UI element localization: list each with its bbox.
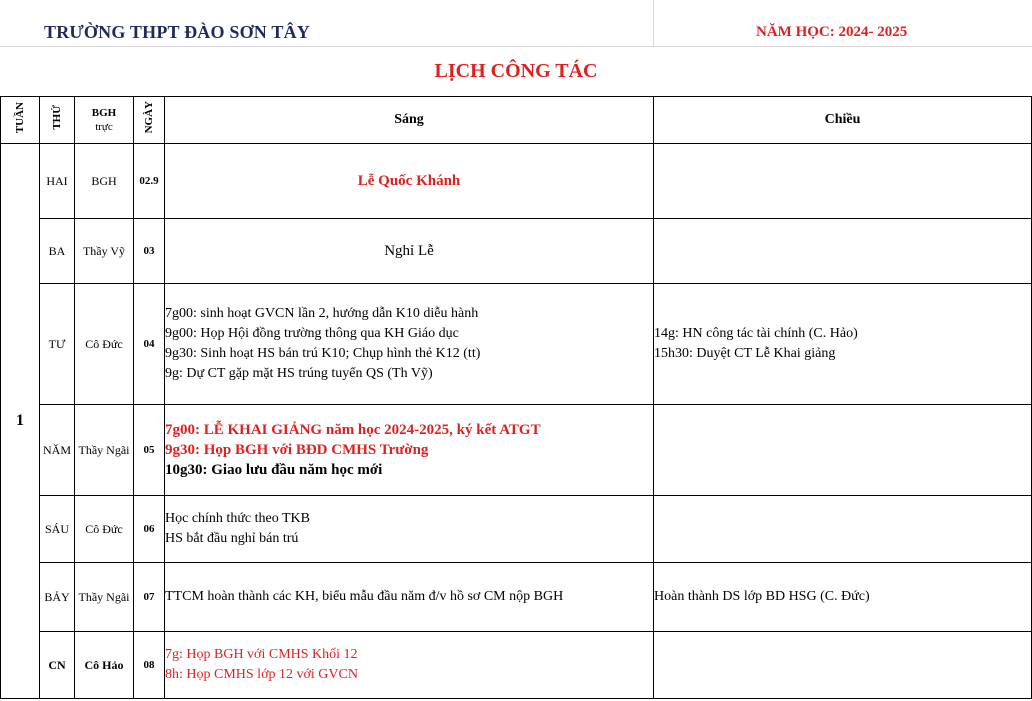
row-morning (165, 219, 654, 284)
page-title: LỊCH CÔNG TÁC (434, 60, 598, 82)
row-morning (165, 144, 654, 219)
row-day: BẢY (40, 563, 75, 632)
morning-line: 9g: Dự CT gặp mặt HS trúng tuyển QS (Th Vỹ) (165, 366, 433, 381)
col-duty-line2: trực (95, 121, 113, 133)
row-afternoon (654, 632, 1032, 699)
table-row (1, 563, 1032, 632)
row-date: 02.9 (134, 144, 165, 219)
col-afternoon: Chiều (654, 97, 1032, 144)
morning-line: 7g: Họp BGH với CMHS Khối 12 (165, 647, 358, 662)
row-morning (165, 632, 654, 699)
row-afternoon (654, 219, 1032, 284)
morning-line: 10g30: Giao lưu đầu năm học mới (165, 462, 383, 478)
row-duty: Thầy Ngãi (75, 563, 134, 632)
morning-line: 7g00: LỄ KHAI GIẢNG năm học 2024-2025, ký kết ATGT (165, 422, 541, 438)
col-day: THỨ (40, 97, 75, 144)
table-row (1, 144, 1032, 219)
table-row (1, 496, 1032, 563)
row-morning (165, 496, 654, 563)
row-morning (165, 284, 654, 405)
row-afternoon (654, 284, 1032, 405)
row-afternoon (654, 144, 1032, 219)
morning-line: TTCM hoàn thành các KH, biểu mẫu đầu năm đ/v hồ sơ CM nộp BGH (165, 589, 564, 604)
row-date: 05 (134, 405, 165, 496)
school-year: NĂM HỌC: 2024- 2025 (756, 24, 908, 40)
morning-line: 9g30: Sinh hoạt HS bán trú K10; Chụp hình thẻ K12 (tt) (165, 346, 481, 361)
row-day: TƯ (40, 284, 75, 405)
col-morning: Sáng (165, 97, 654, 144)
morning-line: Lễ Quốc Khánh (357, 173, 461, 189)
col-week: TUẦN (1, 97, 40, 144)
row-morning (165, 563, 654, 632)
row-day: CN (40, 632, 75, 699)
table-row (1, 632, 1032, 699)
table-row (1, 405, 1032, 496)
morning-line: 7g00: sinh hoạt GVCN lần 2, hướng dẫn K10 diễu hành (165, 306, 479, 321)
header-row-cells (1, 97, 1032, 144)
row-duty: Thầy Ngãi (75, 405, 134, 496)
row-date: 08 (134, 632, 165, 699)
morning-line: 9g00: Họp Hội đồng trường thông qua KH Giáo dục (165, 326, 459, 341)
morning-line: 9g30: Họp BGH với BĐD CMHS Trường (165, 442, 429, 458)
row-duty: Cô Đức (75, 496, 134, 563)
row-date: 04 (134, 284, 165, 405)
row-day: NĂM (40, 405, 75, 496)
row-date: 03 (134, 219, 165, 284)
row-afternoon (654, 496, 1032, 563)
table-row (1, 284, 1032, 405)
morning-line: Nghỉ Lễ (384, 243, 434, 259)
morning-line: Học chính thức theo TKB (165, 511, 310, 526)
school-name: TRƯỜNG THPT ĐÀO SƠN TÂY (44, 22, 310, 42)
afternoon-line: 15h30: Duyệt CT Lễ Khai giảng (654, 346, 836, 361)
header-underline (0, 46, 1032, 47)
morning-line: HS bắt đầu nghỉ bán trú (165, 531, 299, 546)
row-duty: Thầy Vỹ (75, 219, 134, 284)
afternoon-line: Hoàn thành DS lớp BD HSG (C. Đức) (654, 589, 870, 604)
row-date: 07 (134, 563, 165, 632)
row-duty: BGH (75, 144, 134, 219)
col-duty (75, 97, 134, 144)
header-row (0, 0, 1032, 46)
header-divider (653, 0, 654, 46)
row-day: BA (40, 219, 75, 284)
row-duty: Cô Hảo (75, 632, 134, 699)
col-date: NGÀY (134, 97, 165, 144)
row-day: SÁU (40, 496, 75, 563)
afternoon-line: 14g: HN công tác tài chính (C. Hảo) (654, 326, 858, 341)
week-number: 1 (1, 144, 40, 699)
row-date: 06 (134, 496, 165, 563)
row-morning (165, 405, 654, 496)
row-afternoon (654, 563, 1032, 632)
row-day: HAI (40, 144, 75, 219)
schedule-table (0, 96, 1032, 699)
morning-line: 8h: Họp CMHS lớp 12 với GVCN (165, 667, 358, 682)
col-duty-line1: BGH (91, 107, 117, 119)
table-row (1, 219, 1032, 284)
row-duty: Cô Đức (75, 284, 134, 405)
row-afternoon (654, 405, 1032, 496)
